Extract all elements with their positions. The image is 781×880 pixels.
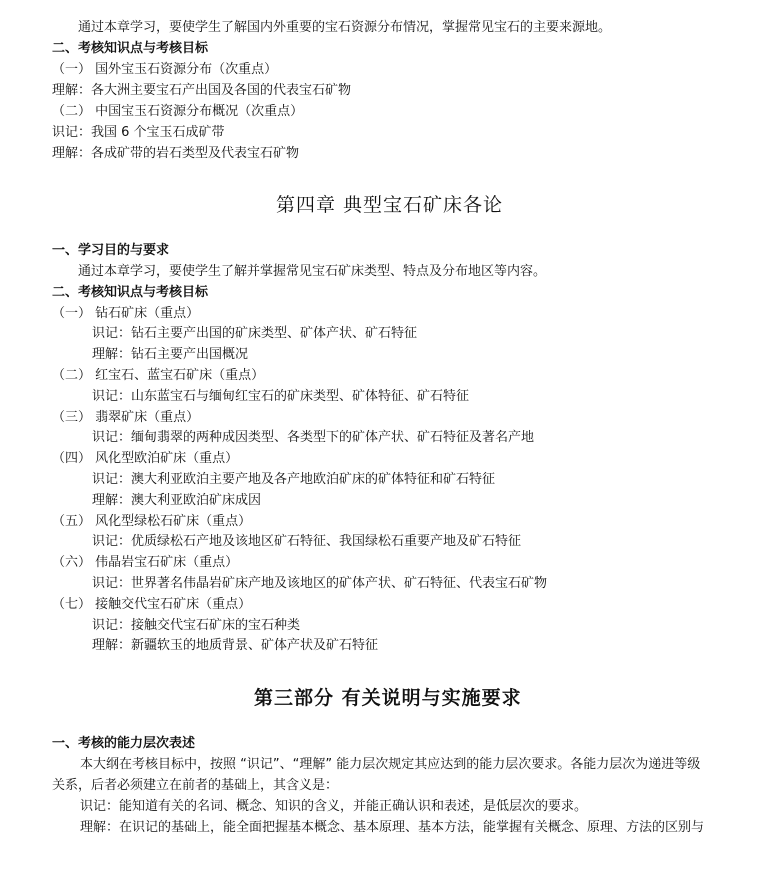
body-paragraph: 本大纲在考核目标中，按照 “识记”、“理解” 能力层次规定其应达到的能力层次要求。各能力层次为递进等级 <box>80 757 701 772</box>
part-title: 第三部分 有关说明与实施要求 <box>254 687 522 709</box>
section-paragraph: 通过本章学习，要使学生了解并掌握常见宝石矿床类型、特点及分布地区等内容。 <box>78 264 547 279</box>
section-heading: 二、考核知识点与考核目标 <box>52 41 209 56</box>
body-paragraph: 关系，后者必须建立在前者的基础上，其含义是： <box>52 778 339 793</box>
topic-line: 理解：新疆软玉的地质背景、矿体产状及矿石特征 <box>92 638 379 653</box>
topic-line: 理解：各成矿带的岩石类型及代表宝石矿物 <box>52 146 300 161</box>
topic-line: 识记：我国 6 个宝玉石成矿带 <box>52 125 225 140</box>
topic-line: 理解：钻石主要产出国概况 <box>92 347 249 362</box>
topic-heading: （二） 红宝石、蓝宝石矿床（重点） <box>52 368 265 383</box>
topic-heading: （五） 风化型绿松石矿床（重点） <box>52 514 252 529</box>
topic-line: 理解：各大洲主要宝石产出国及各国的代表宝石矿物 <box>52 83 352 98</box>
body-paragraph: 识记：能知道有关的名词、概念、知识的含义，并能正确认识和表述，是低层次的要求。 <box>80 799 588 814</box>
body-paragraph: 理解：在识记的基础上，能全面把握基本概念、基本原理、基本方法，能掌握有关概念、原理、方法的区别与 <box>80 820 705 835</box>
topic-heading: （七） 接触交代宝石矿床（重点） <box>52 597 252 612</box>
topic-line: 识记：优质绿松石产地及该地区矿石特征、我国绿松石重要产地及矿石特征 <box>92 534 522 549</box>
topic-line: 识记：钻石主要产出国的矿床类型、矿体产状、矿石特征 <box>92 326 418 341</box>
topic-line: 识记：接触交代宝石矿床的宝石种类 <box>92 618 301 633</box>
topic-heading: （一） 国外宝玉石资源分布（次重点） <box>52 62 278 77</box>
topic-line: 识记：山东蓝宝石与缅甸红宝石的矿床类型、矿体特征、矿石特征 <box>92 389 470 404</box>
section-heading: 一、考核的能力层次表述 <box>52 736 196 751</box>
topic-line: 理解：澳大利亚欧泊矿床成因 <box>92 493 262 508</box>
topic-heading: （三） 翡翠矿床（重点） <box>52 410 200 425</box>
section-heading: 一、学习目的与要求 <box>52 243 170 258</box>
topic-heading: （一） 钻石矿床（重点） <box>52 306 200 321</box>
chapter-title: 第四章 典型宝石矿床各论 <box>276 194 504 216</box>
topic-heading: （二） 中国宝玉石资源分布概况（次重点） <box>52 104 304 119</box>
topic-heading: （六） 伟晶岩宝石矿床（重点） <box>52 555 239 570</box>
topic-line: 识记：缅甸翡翠的两种成因类型、各类型下的矿体产状、矿石特征及著名产地 <box>92 430 535 445</box>
topic-line: 识记：世界著名伟晶岩矿床产地及该地区的矿体产状、矿石特征、代表宝石矿物 <box>92 576 548 591</box>
intro-paragraph: 通过本章学习，要使学生了解国内外重要的宝石资源分布情况，掌握常见宝石的主要来源地。 <box>78 20 612 35</box>
topic-line: 识记：澳大利亚欧泊主要产地及各产地欧泊矿床的矿体特征和矿石特征 <box>92 472 496 487</box>
topic-heading: （四） 风化型欧泊矿床（重点） <box>52 451 239 466</box>
section-heading: 二、考核知识点与考核目标 <box>52 285 209 300</box>
